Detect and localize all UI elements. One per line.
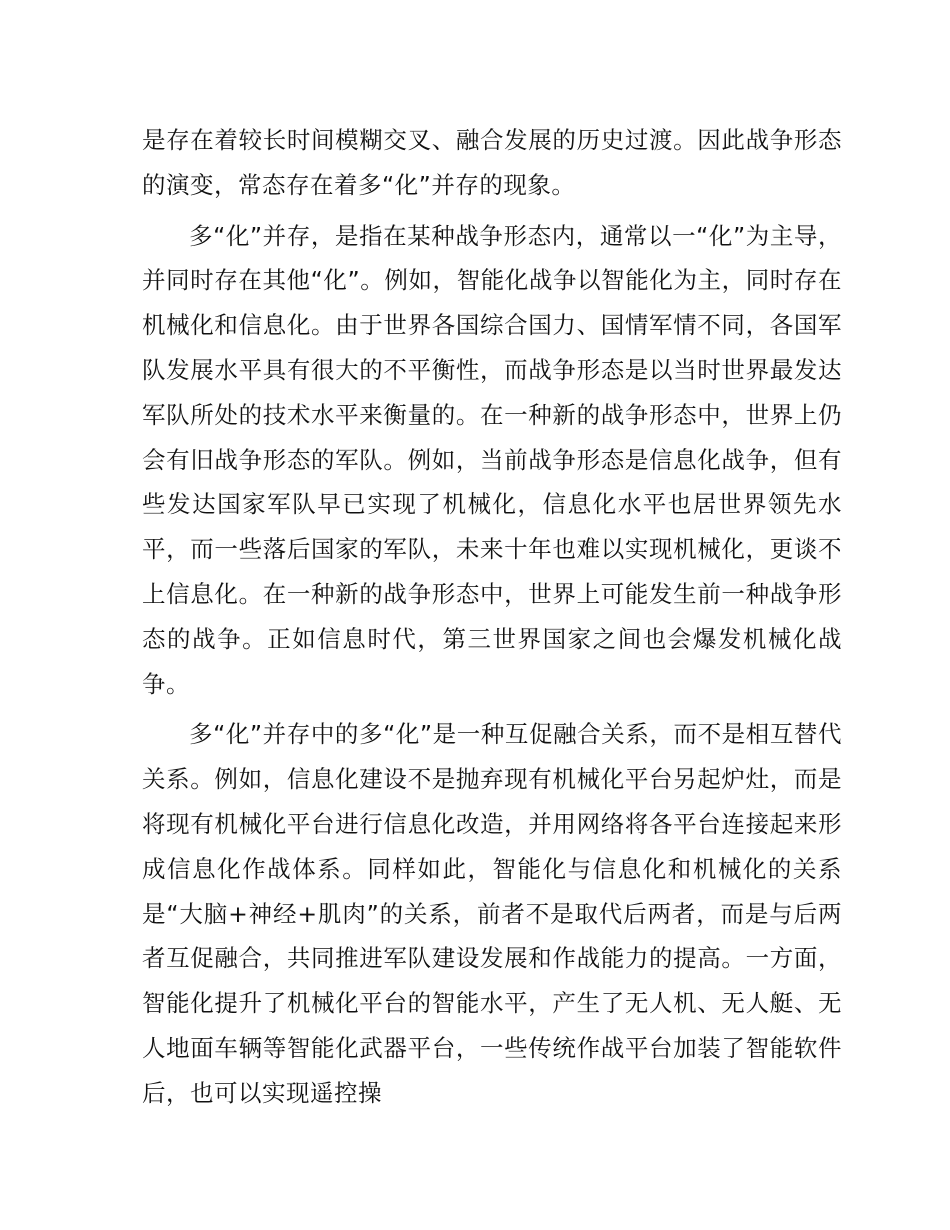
body-text [142, 118, 842, 1116]
paragraph-1: 是存在着较长时间模糊交叉、融合发展的历史过渡。因此战争形态的演变，常态存在着多“化”并存的现象。 [142, 126, 842, 199]
paragraph-2: 多“化”并存，是指在某种战争形态内，通常以一“化”为主导，并同时存在其他“化”。例如，智能化战争以智能化为主，同时存在机械化和信息化。由于世界各国综合国力、国情军情不同，各国军队发展水平具有很大的不平衡性，而战争形态是以当时世界最发达军队所处的技术水平来衡量的。在一种新的战争形态中，世界上仍会有旧战争形态的军队。例如，当前战争形态是信息化战争，但有些发达国家军队早已实现了机械化，信息化水平也居世界领先水平，而一些落后国家的军队，未来十年也难以实现机械化，更谈不上信息化。在一种新的战争形态中，世界上可能发生前一种战争形态的战争。正如信息时代，第三世界国家之间也会爆发机械化战争。 [142, 221, 842, 698]
paragraph-3: 多“化”并存中的多“化”是一种互促融合关系，而不是相互替代关系。例如，信息化建设不是抛弃现有机械化平台另起炉灶，而是将现有机械化平台进行信息化改造，并用网络将各平台连接起来形成信息化作战体系。同样如此，智能化与信息化和机械化的关系是“大脑+神经+肌肉”的关系，前者不是取代后两者，而是与后两者互促融合，共同推进军队建设发展和作战能力的提高。一方面，智能化提升了机械化平台的智能水平，产生了无人机、无人艇、无人地面车辆等智能化武器平台，一些传统作战平台加装了智能软件后，也可以实现遥控操 [142, 720, 842, 1107]
